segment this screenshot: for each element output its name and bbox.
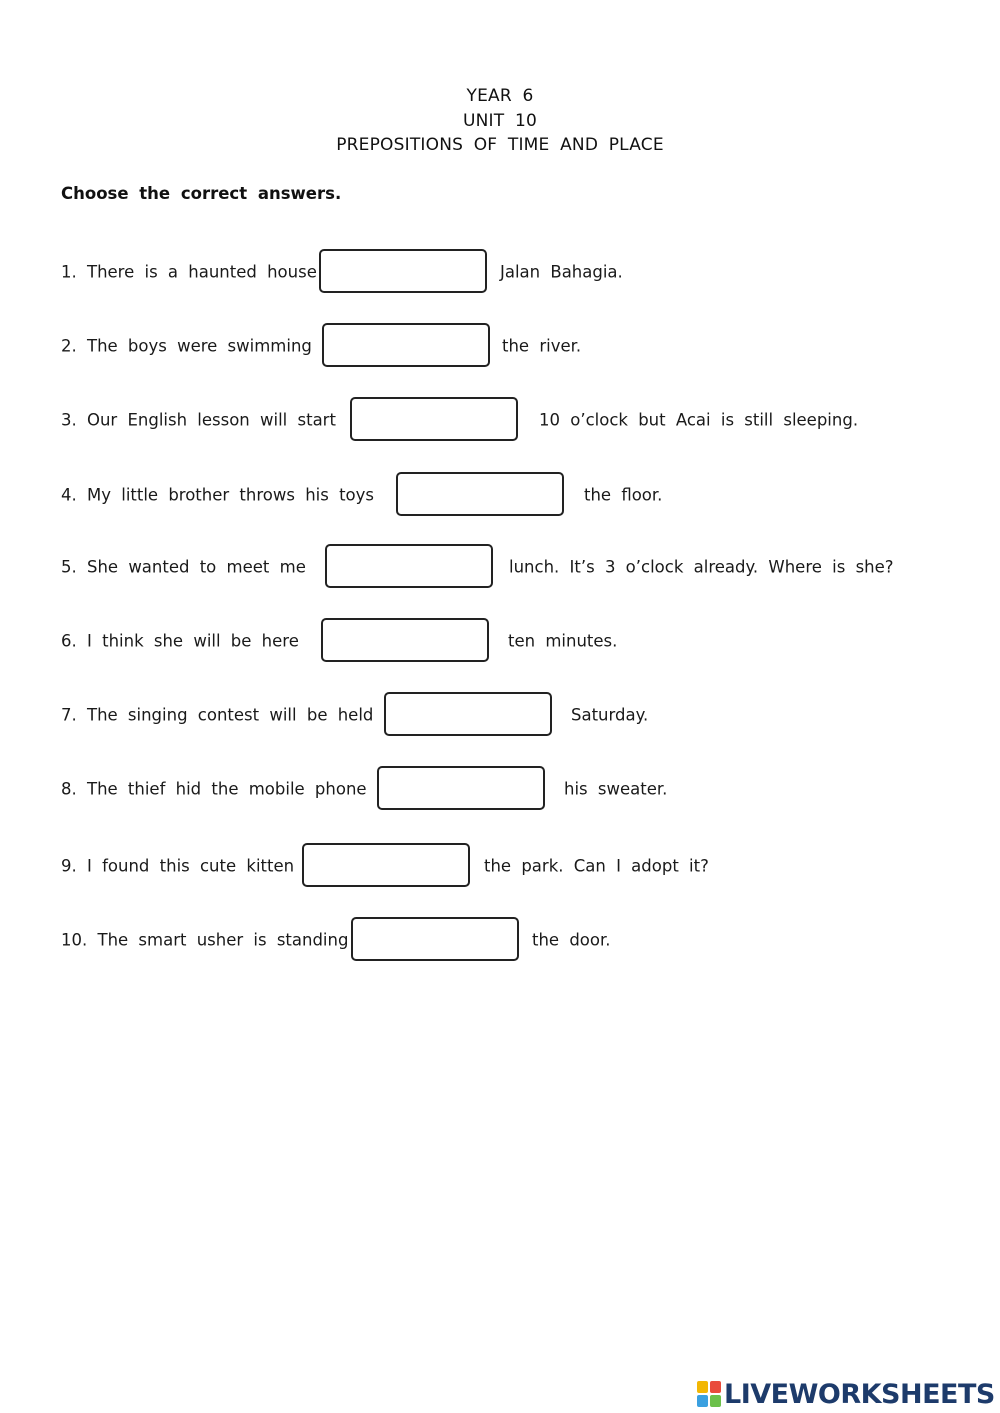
question-7-text-after: Saturday. [571,705,649,724]
question-2-answer-box[interactable] [322,323,490,367]
question-3-text-after: 10 o’clock but Acai is still sleeping. [539,410,859,429]
question-1-text-before: 1. There is a haunted house [61,262,317,281]
question-1-answer-box[interactable] [319,249,487,293]
question-10-text-after: the door. [532,930,611,949]
question-4 [0,471,1000,518]
question-5-answer-box[interactable] [325,544,493,588]
question-5 [0,543,1000,590]
worksheet-unit: UNIT 10 [463,111,537,131]
question-8-answer-box[interactable] [377,766,545,810]
logo-square-green [710,1395,721,1407]
liveworksheets-logo-icon [697,1381,721,1407]
question-10-text-before: 10. The smart usher is standing [61,930,349,949]
question-4-answer-box[interactable] [396,472,564,516]
liveworksheets-logo-text: LIVEWORKSHEETS [724,1378,995,1410]
logo-square-yellow [697,1381,708,1393]
question-7-text-before: 7. The singing contest will be held [61,705,374,724]
question-10-answer-box[interactable] [351,917,519,961]
question-8-text-before: 8. The thief hid the mobile phone [61,779,367,798]
question-4-text-before: 4. My little brother throws his toys [61,485,375,504]
question-3-text-before: 3. Our English lesson will start [61,410,336,429]
question-9-text-after: the park. Can I adopt it? [484,856,709,875]
worksheet-topic: PREPOSITIONS OF TIME AND PLACE [336,135,664,155]
question-6-text-before: 6. I think she will be here [61,631,299,650]
question-9 [0,842,1000,889]
question-9-answer-box[interactable] [302,843,470,887]
question-6-text-after: ten minutes. [508,631,618,650]
question-6 [0,617,1000,664]
question-1-text-after: Jalan Bahagia. [500,262,623,281]
question-2-text-before: 2. The boys were swimming [61,336,312,355]
liveworksheets-logo [697,1377,995,1411]
question-2 [0,322,1000,369]
question-5-text-before: 5. She wanted to meet me [61,557,306,576]
question-7-answer-box[interactable] [384,692,552,736]
question-5-text-after: lunch. It’s 3 o’clock already. Where is she? [509,557,894,576]
question-4-text-after: the floor. [584,485,663,504]
question-10 [0,916,1000,963]
question-7 [0,691,1000,738]
question-1 [0,248,1000,295]
question-3 [0,396,1000,443]
worksheet-year: YEAR 6 [466,86,534,106]
instruction-text: Choose the correct answers. [61,184,342,203]
logo-square-red [710,1381,721,1393]
question-6-answer-box[interactable] [321,618,489,662]
question-3-answer-box[interactable] [350,397,518,441]
question-8-text-after: his sweater. [564,779,668,798]
question-2-text-after: the river. [502,336,582,355]
question-9-text-before: 9. I found this cute kitten [61,856,295,875]
logo-square-blue [697,1395,708,1407]
question-8 [0,765,1000,812]
